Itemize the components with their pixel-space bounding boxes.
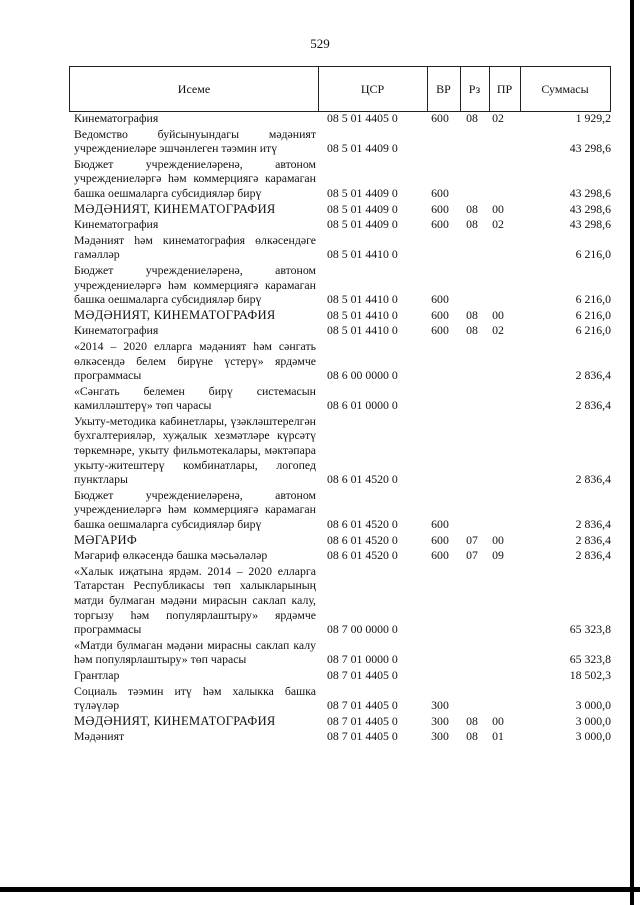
row-csr: 08 5 01 4409 0 (327, 185, 398, 200)
row-sum: 3 000,0 (575, 713, 611, 728)
row-name: Бюджет учреждениеләренә, автоном учреждениеләргә һәм коммерциягә карамаган башка оешмаларга субсидияләр бирү (74, 487, 316, 532)
row-csr: 08 5 01 4409 0 (327, 141, 398, 156)
row-csr: 08 5 01 4410 0 (327, 292, 398, 307)
table-row (74, 564, 614, 638)
row-vr: 300 (431, 698, 449, 713)
row-sum: 6 216,0 (575, 323, 611, 338)
row-name: Ведомство буйсынуындагы мәдәният учреждениеләре эшчәнлеген тәэмин итү (74, 126, 316, 156)
row-name: Бюджет учреждениеләренә, автоном учреждениеләргә һәм коммерциягә карамаган башка оешмаларга субсидияләр бирү (74, 156, 316, 200)
table-row (74, 157, 614, 202)
table-row (74, 384, 614, 414)
table-row (74, 263, 614, 308)
table-body (74, 111, 614, 745)
row-pr: 01 (492, 729, 504, 744)
row-csr: 08 7 01 4405 0 (327, 713, 398, 728)
row-name: МӘДӘНИЯТ, КИНЕМАТОГРАФИЯ (74, 307, 276, 322)
row-name: «Матди булмаган мәдәни мирасны саклап калу һәм популярлаштыру» төп чарасы (74, 637, 316, 667)
row-vr: 600 (431, 323, 449, 338)
row-vr: 600 (431, 517, 449, 532)
scan-edge-right (630, 0, 634, 905)
row-sum: 3 000,0 (575, 729, 611, 744)
row-name: МӘДӘНИЯТ, КИНЕМАТОГРАФИЯ (74, 713, 276, 728)
row-sum: 2 836,4 (575, 368, 611, 383)
row-pr: 09 (492, 548, 504, 563)
row-csr: 08 6 00 0000 0 (327, 368, 398, 383)
row-sum: 43 298,6 (569, 201, 611, 216)
row-name: МӘДӘНИЯТ, КИНЕМАТОГРАФИЯ (74, 201, 276, 216)
table-row (74, 339, 614, 384)
table-row (74, 548, 614, 564)
row-rz: 08 (466, 111, 478, 125)
row-pr: 00 (492, 532, 504, 547)
table-row (74, 638, 614, 668)
row-vr: 600 (431, 532, 449, 547)
row-pr: 02 (492, 111, 504, 125)
row-csr: 08 7 01 4405 0 (327, 729, 398, 744)
row-pr: 02 (492, 217, 504, 232)
table-header (69, 66, 611, 112)
row-name: Укыту-методика кабинетлары, үзәкләштерелгән бухгалтерияләр, хуҗалык хезмәтләре күрсәтү төркемнәре, укыту фильмотекалары, мәктәпара укыту-житештерү комбинатлары, логопед пунктлары (74, 413, 316, 487)
table-row (74, 488, 614, 533)
row-name: МӘГАРИФ (74, 532, 137, 547)
row-name: Мәгариф өлкәсендә башка мәсьәләләр (74, 548, 268, 563)
row-csr: 08 7 01 4405 0 (327, 667, 398, 682)
row-vr: 300 (431, 729, 449, 744)
row-pr: 02 (492, 323, 504, 338)
row-csr: 08 6 01 0000 0 (327, 398, 398, 413)
row-sum: 1 929,2 (575, 111, 611, 125)
row-sum: 6 216,0 (575, 292, 611, 307)
header-name: Исеме (70, 67, 319, 111)
table-row (74, 668, 614, 684)
row-name: Кинематография (74, 323, 159, 338)
row-sum: 6 216,0 (575, 247, 611, 262)
row-name: Кинематография (74, 111, 159, 125)
row-name: Мәдәният (74, 729, 125, 744)
row-name: Кинематография (74, 217, 159, 232)
row-sum: 43 298,6 (569, 185, 611, 200)
row-csr: 08 5 01 4410 0 (327, 247, 398, 262)
row-sum: 2 836,4 (575, 532, 611, 547)
row-csr: 08 7 00 0000 0 (327, 622, 398, 637)
row-sum: 43 298,6 (569, 217, 611, 232)
row-rz: 08 (466, 323, 478, 338)
row-sum: 2 836,4 (575, 517, 611, 532)
row-csr: 08 6 01 4520 0 (327, 472, 398, 487)
row-sum: 3 000,0 (575, 698, 611, 713)
row-sum: 18 502,3 (569, 667, 611, 682)
table-row (74, 202, 614, 218)
table-row (74, 533, 614, 549)
row-sum: 65 323,8 (569, 622, 611, 637)
row-sum: 2 836,4 (575, 398, 611, 413)
table-row (74, 414, 614, 488)
row-name: «2014 – 2020 елларга мәдәният һәм сәнгать өлкәсендә белем бирүне үстерү» ярдәмче программасы (74, 338, 316, 383)
row-pr: 00 (492, 201, 504, 216)
row-sum: 6 216,0 (575, 307, 611, 322)
row-rz: 08 (466, 729, 478, 744)
row-vr: 600 (431, 201, 449, 216)
table-row (74, 684, 614, 714)
row-csr: 08 5 01 4410 0 (327, 323, 398, 338)
row-pr: 00 (492, 307, 504, 322)
row-vr: 300 (431, 713, 449, 728)
row-name: «Халык иҗатына ярдәм. 2014 – 2020 елларга Татарстан Республикасы төп халыкларының матди булмаган мәдәни мирасын саклап калу, торгызу һәм популярлаштыру» ярдәмче программасы (74, 563, 316, 637)
table-row (74, 308, 614, 324)
row-vr: 600 (431, 185, 449, 200)
header-vr: ВР (427, 67, 461, 111)
row-rz: 07 (466, 532, 478, 547)
row-rz: 08 (466, 201, 478, 216)
row-csr: 08 5 01 4410 0 (327, 307, 398, 322)
table-row (74, 233, 614, 263)
page-number: 529 (310, 36, 330, 51)
row-csr: 08 5 01 4409 0 (327, 201, 398, 216)
table-row (74, 729, 614, 745)
row-csr: 08 6 01 4520 0 (327, 532, 398, 547)
row-name: Бюджет учреждениеләренә, автоном учреждениеләргә һәм коммерциягә карамаган башка оешмаларга субсидияләр бирү (74, 262, 316, 307)
row-vr: 600 (431, 217, 449, 232)
table-row (74, 111, 614, 127)
header-rz: Рз (460, 67, 490, 111)
row-name: «Сәнгать белемен бирү системасын камилләштерү» төп чарасы (74, 383, 316, 413)
row-vr: 600 (431, 111, 449, 125)
row-csr: 08 7 01 4405 0 (327, 698, 398, 713)
row-name: Социаль тәэмин итү һәм халыкка башка түләүләр (74, 683, 316, 713)
table-row (74, 127, 614, 157)
row-pr: 00 (492, 713, 504, 728)
row-rz: 08 (466, 713, 478, 728)
row-vr: 600 (431, 292, 449, 307)
row-sum: 43 298,6 (569, 141, 611, 156)
row-rz: 08 (466, 217, 478, 232)
row-csr: 08 7 01 0000 0 (327, 652, 398, 667)
row-csr: 08 6 01 4520 0 (327, 548, 398, 563)
row-vr: 600 (431, 548, 449, 563)
row-csr: 08 6 01 4520 0 (327, 517, 398, 532)
table-row (74, 714, 614, 730)
row-sum: 2 836,4 (575, 472, 611, 487)
header-sum: Суммасы (541, 82, 589, 96)
header-csr: ЦСР (318, 67, 428, 111)
row-name: Мәдәният һәм кинематография өлкәсендәге гамәлләр (74, 232, 316, 262)
row-csr: 08 5 01 4405 0 (327, 111, 398, 125)
table-row (74, 217, 614, 233)
row-vr: 600 (431, 307, 449, 322)
row-name: Грантлар (74, 667, 120, 682)
row-rz: 08 (466, 307, 478, 322)
table-row (74, 323, 614, 339)
row-csr: 08 5 01 4409 0 (327, 217, 398, 232)
row-sum: 65 323,8 (569, 652, 611, 667)
header-pr: ПР (489, 67, 521, 111)
scan-edge-bottom (0, 887, 640, 892)
row-rz: 07 (466, 548, 478, 563)
row-sum: 2 836,4 (575, 548, 611, 563)
